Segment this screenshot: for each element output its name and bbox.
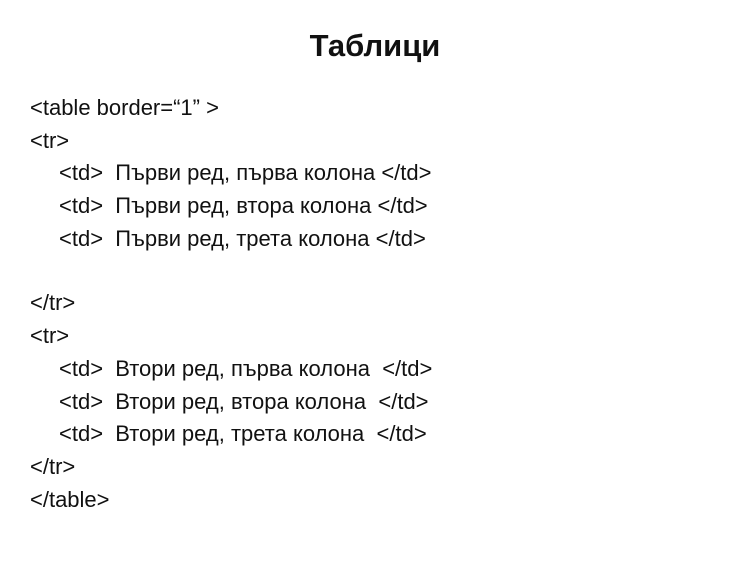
- blank-line: [30, 255, 730, 287]
- code-line-td: <td> Втори ред, втора колона </td>: [59, 388, 429, 414]
- code-line-td: <td> Първи ред, втора колона </td>: [59, 193, 428, 219]
- code-block: [30, 92, 730, 516]
- code-line-td: <td> Втори ред, първа колона </td>: [59, 355, 433, 381]
- slide-title: Таблици: [309, 28, 441, 63]
- code-line-td: <td> Първи ред, първа колона </td>: [59, 160, 432, 186]
- code-line-td: <td> Втори ред, трета колона </td>: [59, 421, 427, 447]
- code-line-td: <td> Първи ред, трета колона </td>: [59, 225, 426, 251]
- code-line-table-open: <table border=“1” >: [30, 95, 219, 120]
- code-line-tr-close: </tr>: [30, 453, 76, 479]
- code-line-table-close: </table>: [30, 486, 110, 512]
- code-line-tr-open: <tr>: [30, 127, 70, 153]
- code-line-tr-close: </tr>: [30, 290, 76, 316]
- code-line-tr-open: <tr>: [30, 323, 70, 349]
